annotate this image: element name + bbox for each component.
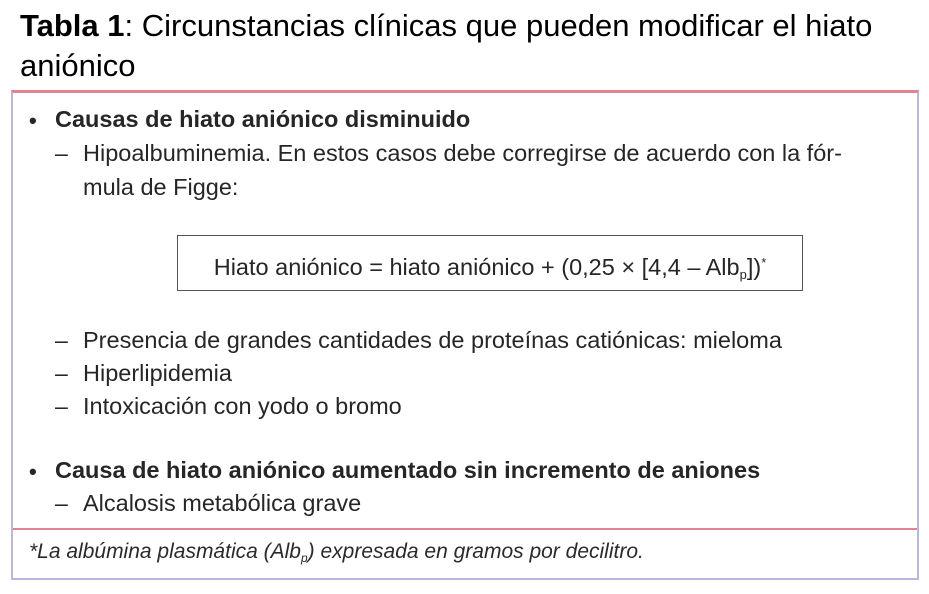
formula-text-end: ]) <box>746 254 762 280</box>
list-item: Alcalosis metabólica grave <box>83 490 362 516</box>
section-heading-decreased: Causas de hiato aniónico disminuido <box>55 106 471 132</box>
formula-text: Hiato aniónico = hiato aniónico + (0,25 × [4,4 – Alb <box>213 254 740 280</box>
list-item: Hiperlipidemia <box>83 360 232 386</box>
formula-footnote-mark: * <box>761 255 767 270</box>
section-heading-increased: Causa de hiato aniónico aumentado sin incremento de aniones <box>55 457 761 483</box>
table-label: Tabla 1 <box>20 8 125 43</box>
dash-icon: – <box>55 393 68 419</box>
dash-icon: – <box>55 327 68 353</box>
title-text: : Circunstancias clínicas que pueden modificar el hiato aniónico <box>20 8 873 83</box>
formula-subscript: p <box>739 267 747 282</box>
footnote-text-end: ) expresada en gramos por decilitro. <box>307 540 644 563</box>
bullet-icon: • <box>29 459 37 484</box>
dash-icon: – <box>55 140 68 166</box>
list-item-hypoalbuminemia-cont: mula de Figge: <box>83 174 239 200</box>
footnote-divider <box>13 528 917 530</box>
dash-icon: – <box>55 490 68 516</box>
footnote-text: *La albúmina plasmática (Alb <box>29 540 301 563</box>
figge-formula-box <box>177 235 803 291</box>
list-item: Presencia de grandes cantidades de proteínas catiónicas: mieloma <box>83 327 782 353</box>
bullet-icon: • <box>29 108 37 133</box>
list-item: Intoxicación con yodo o bromo <box>83 393 402 419</box>
page-title <box>20 6 910 86</box>
footnote-subscript: p <box>300 551 308 565</box>
footnote <box>29 537 644 573</box>
list-item-hypoalbuminemia: Hipoalbuminemia. En estos casos debe corregirse de acuerdo con la fór- <box>83 140 842 166</box>
clinical-circumstances-table <box>11 90 919 580</box>
table-content <box>13 93 917 528</box>
dash-icon: – <box>55 360 68 386</box>
